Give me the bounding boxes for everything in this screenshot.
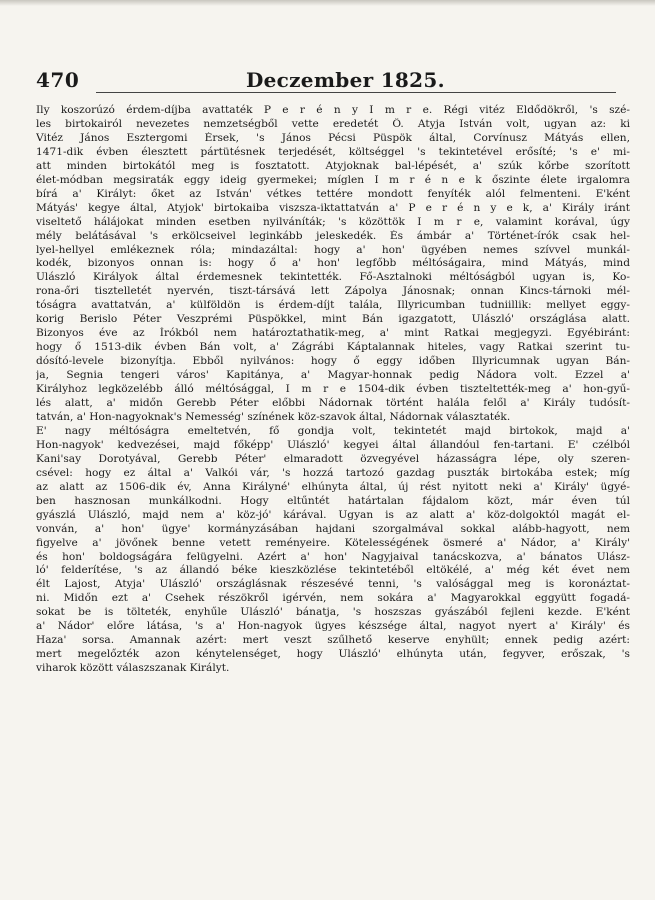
text-line: tóságra avattatván, a' külföldön is érdem-díjt talála, Illyricumban tudniillik: mellyet eggy-: [36, 299, 630, 312]
text-line: lés alatt, a' midőn Gerebb Péter előbbi Nádornak történt halála felől a' Király tudósít-: [36, 397, 630, 410]
text-line: Bizonyos éve az Írókból nem határoztathatik-meg, a' mint Ratkai megjegyzi. Egyébiránt:: [36, 327, 630, 340]
text-line: dósító-levele bizonyítja. Ebből nyilvános: hogy ő eggy időben Illyricumnak ugyan Bán-: [36, 355, 630, 368]
text-line: sokat be is tölteték, enyhűle Ulászló' bánatja, 's hoszszas gyászából fejleni kezde. E'ként: [36, 606, 630, 619]
text-line: viharok között válaszszanak Királyt.: [36, 662, 230, 675]
text-line: mert megelőzték azon kénytelenséget, hogy Ulászló' elhúnyta után, fegyver, erőszak, 's: [36, 648, 630, 661]
text-line: élet-módban megsiraták eggy ideig gyermekei; míglen I m r é n e k őszinte élete irgalomra: [36, 173, 630, 186]
text-line: lyel-hellyel emlékeznek róla; mindazáltal: hogy a' hon' ügyében nemes szívvel munkál-: [36, 243, 630, 256]
text-line: ni. Midőn ezt a' Csehek részökről igérvén, nem sokára a' Magyarokkal eggyütt fogadá-: [36, 592, 630, 605]
text-line: az alatt az 1506-dik év, Anna Királyné' elhúnyta által, új rést nyitott neki a' Király' ügyé-: [36, 480, 630, 493]
text-line: gyászlá Ulászló, majd nem a' köz-jó' kárával. Ugyan is az alatt a' köz-dolgoktól magát el-: [36, 508, 630, 521]
text-line: mély belátásával 's erkölcseivel leginkább jeleskedék. És ámbár a' Történet-írók csak hel-: [36, 229, 630, 242]
text-line: Kani'say Dorotyával, Gerebb Péter' elmaradott özvegyével házasságra lépe, oly szeren-: [36, 452, 630, 465]
paragraph: [36, 104, 630, 425]
text-line: korig Berislo Péter Veszprémi Püspökkel, mint Bán igazgatott, Ulászló' országlása alatt.: [36, 313, 630, 326]
text-line: viseltető hálájokat minden esetben nyilváníták; 's közöttök I m r e, valamint korával, úgy: [36, 215, 630, 228]
text-line: kodék, bizonyos onnan is: hogy ő a' hon' legfőbb méltóságaira, mind Mátyás, mind: [36, 257, 630, 270]
text-line: hogy ő 1513-dik évben Bán volt, a' Zágrábi Káptalannak hiteles, vagy Ratkai szerint tu-: [36, 341, 630, 354]
text-line: ja, Segnia tengeri város' Kapitánya, a' Magyar-honnak pedig Nádora volt. Ezzel a': [36, 369, 630, 382]
text-line: E' nagy méltóságra emeltetvén, fő gondja volt, tekintetét majd birtokok, majd a': [36, 424, 630, 437]
text-line: 1471-dik évben élesztett pártütésnek terjedését, költséggel 's tekintetével erősíté; 's e' mi-: [36, 145, 630, 158]
text-line: att minden birtokától meg is fosztatott. Atyjoknak bal-lépését, a' szúk kőrbe szorított: [36, 159, 630, 172]
text-line: Ulászló Királyok által érdemesnek tekintették. Fő-Asztalnoki méltóságból ugyan is, Ko-: [36, 271, 630, 284]
text-line: les birtokairól nevezetes nemzetségből vette eredetét Ö. Atyja István volt, ugyan az: ki: [36, 117, 630, 130]
text-line: figyelve a' jövőnek benne vetett reményeire. Kötelességének ösmeré a' Nádor, a' Király': [36, 536, 630, 549]
header-rule: [96, 92, 616, 93]
text-line: ben hasznosan munkálkodni. Hogy eltűntét határtalan fájdalom közt, már éven túl: [36, 494, 630, 507]
text-line: Vitéz János Esztergomi Érsek, 's János Pécsi Püspök által, Corvínusz Mátyás ellen,: [36, 131, 630, 144]
text-line: Hon-nagyok' kedvezései, majd főképp' Ulászló' kegyei által állandóul fen-tartani. E' czélból: [36, 438, 630, 451]
text-line: élt Lajost, Atyja' Ulászló' országlásnak részesévé tenni, 's valósággal meg is koronáztat-: [36, 578, 630, 591]
body-text: [36, 104, 630, 676]
text-line: tatván, a' Hon-nagyoknak's Nemesség' színének köz-szavok által, Nádornak választaték.: [36, 410, 511, 423]
text-line: és hon' boldogságára felügyelni. Azért a' hon' Nagyjaival tanácskozva, a' bánatos Ulász-: [36, 550, 630, 563]
text-line: bírá a' Királyt: őket az István' vétkes tettére mondott fenyíték alól felmenteni. E'ként: [36, 187, 630, 200]
text-line: ló' felderítése, 's az állandó béke kieszközlése tekintetéből eltökélé, a' még két évet nem: [36, 564, 630, 577]
page-header: [36, 64, 626, 94]
text-line: csével: hogy ez által a' Valkói vár, 's hozzá tartozó gazdag puszták birtokába estek; míg: [36, 466, 630, 479]
page-number: 470: [36, 68, 80, 92]
text-line: a' Nádor' előre látása, 's a' Hon-nagyok ügyes készsége által, nagyot nyert a' Király' és: [36, 620, 630, 633]
scan-edge: [0, 0, 655, 6]
running-title: Deczember 1825.: [246, 68, 445, 92]
text-line: vonván, a' hon' ügye' kormányzásában hajdani szorgalmával sokkal alább-hagyott, nem: [36, 522, 630, 535]
paragraph: [36, 425, 630, 676]
text-line: rona-őri tisztelletét nyervén, tiszt-társává lett Zápolya Jánosnak; onnan Kincs-tárnoki mél-: [36, 285, 630, 298]
text-line: Haza' sorsa. Amannak azért: mert veszt szűlhető keserve enyhült; ennek pedig azért:: [36, 634, 630, 647]
text-line: Királyhoz legközelébb álló méltósággal, I m r e 1504-dik évben tiszteltették-meg a' hon-gyű-: [36, 383, 630, 396]
text-line: Mátyás' kegye által, Atyjok' birtokaiba viszsza-iktattatván a' P e r é n y e k, a' Király iránt: [36, 201, 630, 214]
text-line: Ily koszorúzó érdem-díjba avattaték P e r é n y I m r e. Régi vitéz Eldődökről, 's szé-: [36, 104, 630, 116]
